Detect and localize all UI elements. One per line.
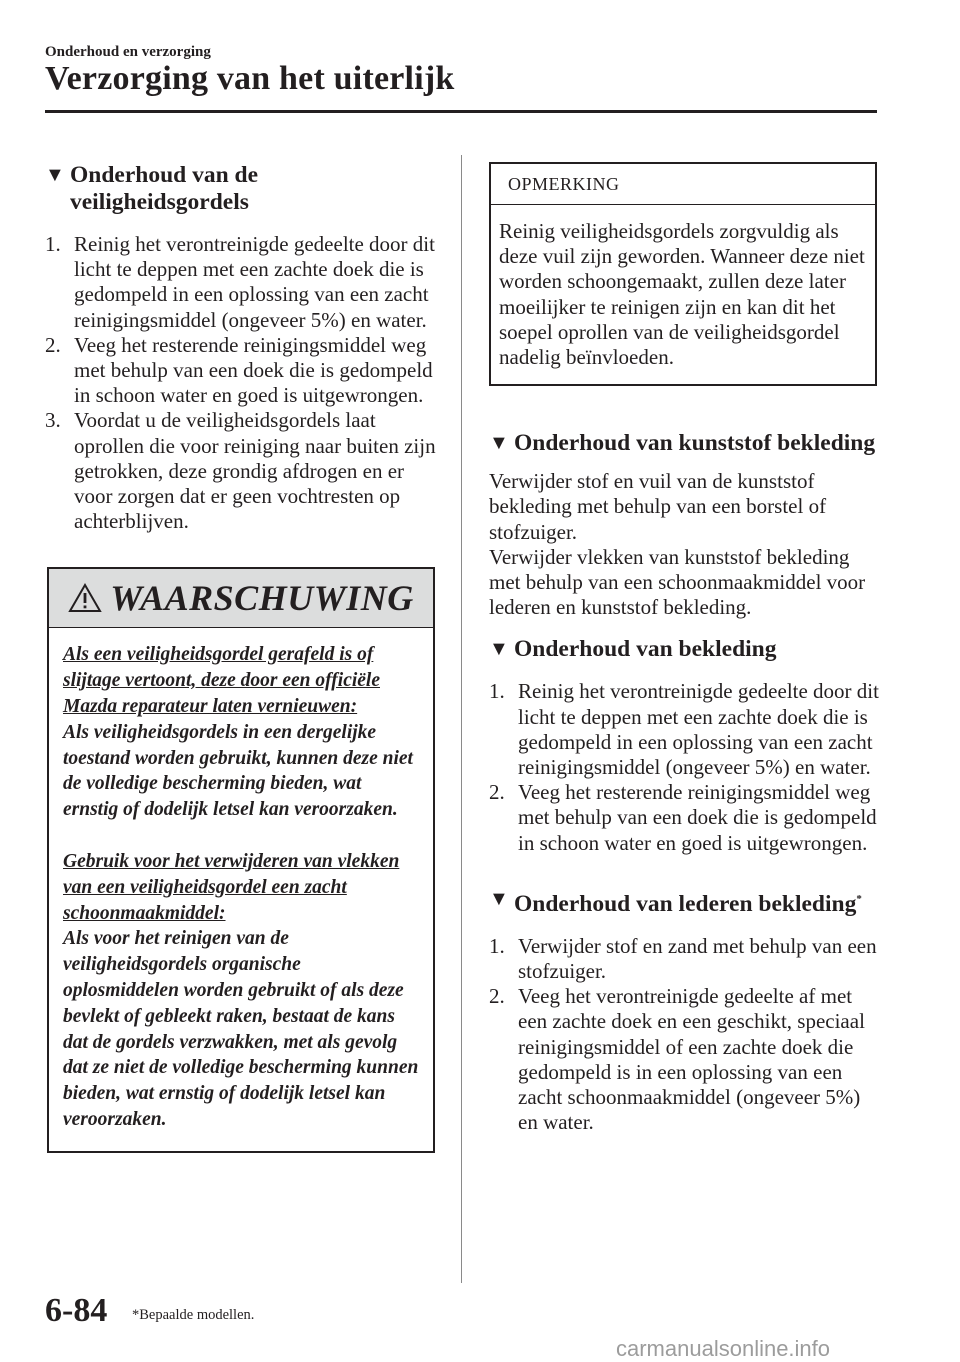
section-marker-icon: ▼ — [489, 887, 509, 910]
warning-p2-text: Als voor het reinigen van de veiligheidsgordels organische oplosmiddelen worden gebruikt of als deze bevlekt of gebleekt raken, bestaat de kans dat de gordels verzwakken, met als gevolg dat ze niet de volledige bescherming kunnen bieden, wat ernstig of dodelijk letsel kan veroorzaken. — [63, 928, 419, 1130]
section-marker-icon: ▼ — [45, 164, 65, 186]
page-title: Verzorging van het uiterlijk — [45, 60, 455, 97]
list-item: 1. Verwijder stof en zand met behulp van een stofzuiger. — [489, 933, 877, 983]
asterisk-marker: * — [856, 892, 862, 905]
seatbelt-heading: ▼ Onderhoud van de veiligheidsgordels — [45, 162, 259, 215]
section-marker-icon: ▼ — [489, 638, 509, 661]
leather-steps — [489, 934, 881, 1136]
right-column — [489, 162, 881, 1135]
chapter-label: Onderhoud en verzorging — [45, 44, 211, 60]
warning-header — [49, 569, 433, 628]
leather-heading: ▼ Onderhoud van lederen bekleding* — [489, 887, 862, 917]
watermark: carmanualsonline.info — [616, 1336, 831, 1361]
plastic-paragraph-1: Verwijder stof en vuil van de kunststof bekleding met behulp van een borstel of stofzuiger. — [489, 469, 827, 544]
list-item: 2. Veeg het verontreinigde gedeelte af met een zachte doek en een geschikt, speciaal reinigingsmiddel of een zachte doek die gedompeld is in een oplossing van een zacht schoonmaakmiddel (ongeveer 5%) en water. — [489, 984, 865, 1135]
warning-p1-heading: Als een veiligheidsgordel gerafeld is of slijtage vertoont, deze door een officiële Mazda reparateur laten vernieuwen: — [63, 644, 380, 718]
list-item: 3. Voordat u de veiligheidsgordels laat oprollen die voor reiniging naar buiten zijn getrokken, deze grondig afdrogen en er voor zorgen dat er geen vochtresten op achterblijven. — [45, 408, 436, 534]
upholstery-heading: ▼ Onderhoud van bekleding — [489, 636, 777, 663]
note-box — [489, 162, 877, 386]
list-item: 2. Veeg het resterende reinigingsmiddel weg met behulp van een doek die is gedompeld in schoon water en goed is uitgewrongen. — [45, 332, 433, 408]
upholstery-steps — [489, 679, 881, 855]
left-column — [45, 162, 437, 1153]
list-item: 2. Veeg het resterende reinigingsmiddel weg met behulp van een doek die is gedompeld in schoon water en goed is uitgewrongen. — [489, 780, 877, 855]
note-text: Reinig veiligheidsgordels zorgvuldig als deze vuil zijn geworden. Wanneer deze niet worden schoongemaakt, zullen deze later moeilijker te reinigen zijn en kan dit het soepel oprollen van de veiligheidsgordel nadelig beïnvloeden. — [499, 219, 865, 370]
warning-body — [49, 628, 433, 1150]
page-number: 6-84 — [45, 1292, 108, 1329]
warning-triangle-icon — [68, 583, 102, 613]
warning-box — [47, 567, 435, 1152]
footnote: *Bepaalde modellen. — [132, 1307, 255, 1323]
plastic-heading: ▼ Onderhoud van kunststof bekleding — [489, 430, 876, 457]
list-item: 1. Reinig het verontreinigde gedeelte door dit licht te deppen met een zachte doek die is gedompeld in een oplossing van een zacht reinigingsmiddel (ongeveer 5%) en water. — [489, 679, 879, 780]
seatbelt-steps — [45, 232, 437, 534]
column-divider — [461, 155, 462, 1283]
title-rule — [45, 110, 877, 113]
list-item: 1. Reinig het verontreinigde gedeelte door dit licht te deppen met een zachte doek die is gedompeld in een oplossing van een zacht reinigingsmiddel (ongeveer 5%) en water. — [45, 232, 435, 332]
section-marker-icon: ▼ — [489, 432, 509, 455]
note-title: OPMERKING — [491, 164, 875, 205]
warning-p2-heading: Gebruik voor het verwijderen van vlekken van een veiligheidsgordel een zacht schoonmaakmiddel: — [63, 851, 400, 924]
warning-title: WAARSCHUWING — [110, 577, 414, 618]
warning-p1-text: Als veiligheidsgordels in een dergelijke toestand worden gebruikt, kunnen deze niet de volledige bescherming bieden, wat ernstig of dodelijk letsel kan veroorzaken. — [63, 721, 413, 821]
plastic-paragraph-2: Verwijder vlekken van kunststof bekleding met behulp van een schoonmaakmiddel voor lederen en kunststof bekleding. — [489, 544, 866, 620]
